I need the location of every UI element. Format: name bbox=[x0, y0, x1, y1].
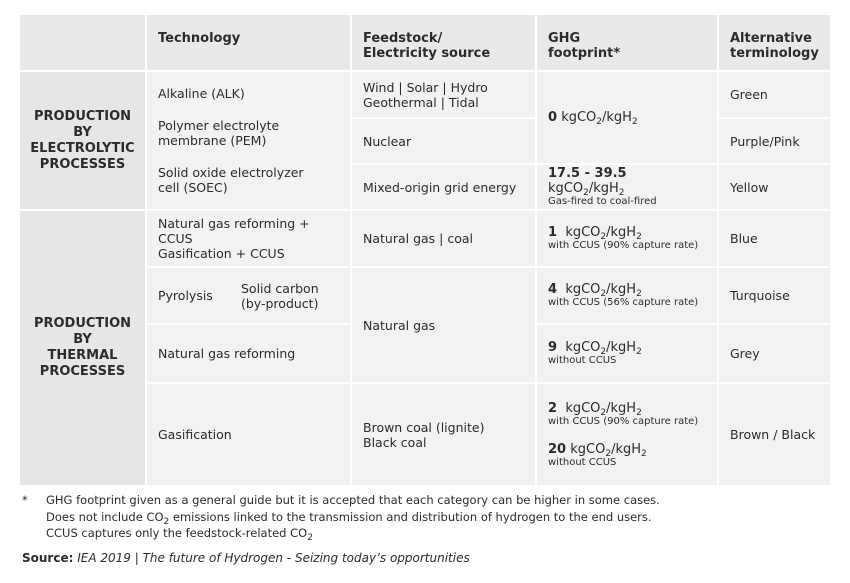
alt-yellow bbox=[719, 165, 830, 209]
category-electrolytic-line4: PROCESSES bbox=[39, 156, 126, 172]
tech-row1-line1: Natural gas reforming + CCUS bbox=[158, 216, 310, 246]
feedstock-gas-coal-label: Natural gas | coal bbox=[363, 231, 473, 246]
footnotes bbox=[22, 492, 822, 542]
ghg-zero bbox=[537, 72, 717, 163]
alt-purple-pink-label: Purple/Pink bbox=[730, 133, 800, 149]
ghg-grey-value: 9 kgCO$_2$/kgH$_2$ bbox=[548, 340, 642, 357]
electrolytic-technologies bbox=[147, 72, 350, 209]
tech-pyrolysis-byproduct-line2: (by-product) bbox=[241, 295, 319, 311]
source-label: Source: bbox=[22, 551, 74, 565]
tech-row1-line2: Gasification + CCUS bbox=[158, 246, 285, 261]
feedstock-nuclear-label: Nuclear bbox=[363, 133, 412, 149]
source-citation bbox=[22, 550, 470, 566]
header-technology-label: Technology bbox=[158, 31, 241, 46]
category-electrolytic bbox=[20, 72, 145, 209]
alt-blue-label: Blue bbox=[730, 231, 758, 246]
source-org: IEA 2019 | bbox=[73, 551, 143, 565]
hydrogen-production-table bbox=[20, 15, 830, 485]
ghg-grid-note: Gas-fired to coal-fired bbox=[548, 196, 657, 207]
ghg-turquoise bbox=[537, 268, 717, 323]
tech-pyrolysis-label: Pyrolysis bbox=[158, 288, 213, 303]
alt-turquoise-label: Turquoise bbox=[730, 288, 790, 303]
feedstock-gas-coal bbox=[352, 211, 535, 266]
alt-purple-pink bbox=[719, 119, 830, 163]
alt-green bbox=[719, 72, 830, 117]
tech-reforming-gasification-ccus bbox=[147, 211, 350, 266]
header-alternative bbox=[719, 15, 830, 70]
tech-pyrolysis-row bbox=[158, 281, 339, 311]
ghg-brown-ccus-value: 2 kgCO$_2$/kgH$_2$ bbox=[548, 400, 642, 418]
header-feedstock-line1: Feedstock/ bbox=[363, 31, 443, 46]
ghg-zero-value: 0 kgCO$_2$/kgH$_2$ bbox=[548, 110, 638, 127]
header-feedstock-line2: Electricity source bbox=[363, 46, 491, 61]
header-empty-cell bbox=[20, 15, 145, 70]
alt-turquoise bbox=[719, 268, 830, 323]
alt-brown-black bbox=[719, 384, 830, 485]
feedstock-coal-line2: Black coal bbox=[363, 434, 427, 450]
feedstock-natural-gas bbox=[352, 268, 535, 382]
category-thermal-line1: PRODUCTION bbox=[33, 316, 132, 331]
feedstock-grid-label: Mixed-origin grid energy bbox=[363, 179, 517, 195]
footnote-line3: CCUS captures only the feedstock-related $CO_2$ bbox=[46, 526, 313, 543]
tech-soec bbox=[158, 165, 304, 195]
feedstock-natural-gas-label: Natural gas bbox=[363, 317, 436, 333]
category-electrolytic-line3: ELECTROLYTIC bbox=[30, 140, 135, 156]
ghg-turquoise-note: with CCUS (56% capture rate) bbox=[548, 297, 699, 308]
category-thermal-line2: BY bbox=[73, 332, 92, 347]
footnote-line1: GHG footprint given as a general guide but it is accepted that each category can be higher in some cases. bbox=[46, 493, 660, 507]
ghg-grey bbox=[537, 325, 717, 382]
category-thermal-line4: PROCESSES bbox=[39, 364, 126, 379]
footnote-line2: Does not include $CO_2$ emissions linked to the transmission and distribution of hydrogen to the end users. bbox=[46, 509, 652, 527]
tech-gasification-label: Gasification bbox=[158, 427, 232, 442]
feedstock-grid bbox=[352, 165, 535, 209]
alt-brown-black-label: Brown / Black bbox=[730, 427, 816, 442]
header-ghg-line1: GHG bbox=[548, 31, 581, 46]
ghg-brown-noccus-note: without CCUS bbox=[548, 456, 617, 468]
header-ghg bbox=[537, 15, 717, 70]
alt-grey bbox=[719, 325, 830, 382]
tech-pem-line1: Polymer electrolyte bbox=[158, 117, 280, 133]
tech-natural-gas-reforming-label: Natural gas reforming bbox=[158, 346, 296, 361]
feedstock-renewables-line2: Geothermal | Tidal bbox=[363, 94, 479, 110]
ghg-brown-noccus-value: 20 kgCO$_2$/kgH$_2$ bbox=[548, 441, 647, 459]
header-ghg-line2: footprint* bbox=[548, 46, 621, 61]
category-thermal-line3: THERMAL bbox=[47, 348, 118, 363]
header-technology bbox=[147, 15, 350, 70]
ghg-grey-note: without CCUS bbox=[548, 355, 617, 366]
ghg-grid-value: 17.5 - 39.5 kgCO$_2$/kgH$_2$ bbox=[548, 166, 627, 198]
ghg-brown-ccus-note: with CCUS (90% capture rate) bbox=[548, 415, 699, 427]
header-alternative-line1: Alternative bbox=[730, 31, 812, 46]
ghg-blue-value: 1 kgCO$_2$/kgH$_2$ bbox=[548, 225, 642, 242]
ghg-blue-note: with CCUS (90% capture rate) bbox=[548, 240, 699, 251]
tech-pem bbox=[158, 118, 279, 148]
tech-soec-line2: cell (SOEC) bbox=[158, 179, 228, 195]
category-electrolytic-line2: BY bbox=[73, 124, 92, 140]
feedstock-coal-line1: Brown coal (lignite) bbox=[363, 419, 485, 435]
feedstock-renewables-line1: Wind | Solar | Hydro bbox=[363, 79, 488, 95]
ghg-blue bbox=[537, 211, 717, 266]
tech-pyrolysis bbox=[147, 268, 350, 323]
tech-soec-line1: Solid oxide electrolyzer bbox=[158, 164, 304, 180]
category-thermal bbox=[20, 211, 145, 485]
alt-green-label: Green bbox=[730, 87, 768, 102]
category-electrolytic-line1: PRODUCTION bbox=[33, 108, 132, 124]
source-title: The future of Hydrogen - Seizing today’s opportunities bbox=[142, 551, 470, 565]
feedstock-nuclear bbox=[352, 119, 535, 163]
header-alternative-line2: terminology bbox=[730, 46, 819, 61]
ghg-turquoise-value: 4 kgCO$_2$/kgH$_2$ bbox=[548, 282, 642, 299]
tech-pem-line2: membrane (PEM) bbox=[158, 132, 267, 148]
alt-grey-label: Grey bbox=[730, 346, 760, 361]
ghg-brown-black bbox=[537, 384, 717, 485]
ghg-grid bbox=[537, 165, 717, 209]
tech-pyrolysis-byproduct bbox=[241, 281, 339, 311]
feedstock-renewables bbox=[352, 72, 535, 117]
tech-gasification bbox=[147, 384, 350, 485]
footnote-star: * bbox=[22, 493, 28, 507]
alt-blue bbox=[719, 211, 830, 266]
tech-pyrolysis-byproduct-line1: Solid carbon bbox=[241, 280, 319, 296]
tech-alkaline: Alkaline (ALK) bbox=[158, 86, 245, 102]
header-feedstock bbox=[352, 15, 535, 70]
feedstock-coal bbox=[352, 384, 535, 485]
alt-yellow-label: Yellow bbox=[730, 179, 769, 195]
tech-natural-gas-reforming bbox=[147, 325, 350, 382]
